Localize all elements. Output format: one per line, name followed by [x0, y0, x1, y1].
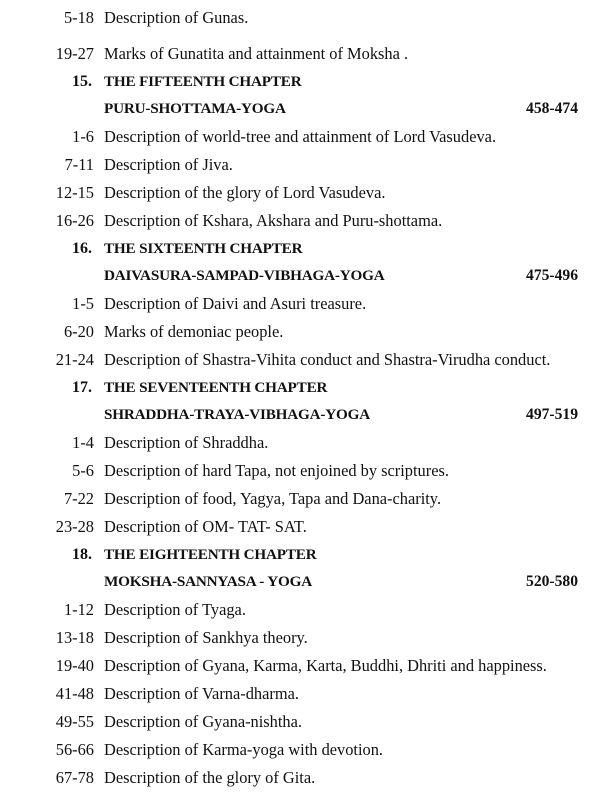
chapter-title: THE SIXTEENTH CHAPTER [104, 240, 303, 257]
chapter-title: THE SEVENTEENTH CHAPTER [104, 379, 328, 396]
verse-range: 23-28 [55, 517, 94, 536]
chapter-subtitle-row [0, 263, 600, 289]
verse-entry [0, 486, 600, 512]
verse-range: 1-4 [72, 433, 94, 452]
chapter-heading [0, 236, 600, 262]
verse-entry [0, 319, 600, 345]
verse-range: 13-18 [55, 628, 94, 647]
chapter-number: 16. [72, 240, 92, 257]
chapter-subtitle-row [0, 96, 600, 122]
verse-entry [0, 458, 600, 484]
verse-description: Description of Sankhya theory. [104, 628, 308, 647]
page-range: 475-496 [526, 267, 578, 284]
verse-description: Description of Gyana-nishtha. [104, 712, 303, 731]
chapter-number: 17. [72, 379, 92, 396]
verse-description: Description of the glory of Gita. [104, 768, 316, 787]
chapter-number: 15. [72, 73, 92, 90]
verse-range: 21-24 [55, 350, 94, 369]
verse-description: Description of Gunas. [104, 8, 249, 27]
verse-entry [0, 681, 600, 707]
verse-description: Description of world-tree and attainment of Lord Vasudeva. [104, 127, 497, 146]
verse-range: 19-40 [55, 656, 94, 675]
verse-range: 19-27 [55, 44, 94, 63]
verse-entry [0, 180, 600, 206]
verse-description: Description of Varna-dharma. [104, 684, 299, 703]
verse-description: Description of Tyaga. [104, 600, 246, 619]
verse-range: 7-11 [64, 155, 94, 174]
page-range: 520-580 [526, 573, 578, 590]
chapter-subtitle-row [0, 569, 600, 595]
chapter-subtitle: SHRADDHA-TRAYA-VIBHAGA-YOGA [104, 406, 371, 423]
verse-entry [0, 765, 600, 791]
chapter-heading [0, 542, 600, 568]
verse-range: 7-22 [63, 489, 94, 508]
verse-entry [0, 709, 600, 735]
verse-range: 41-48 [55, 684, 94, 703]
verse-entry [0, 514, 600, 540]
page-range: 458-474 [526, 100, 578, 117]
verse-range: 1-5 [72, 294, 94, 313]
verse-entry [0, 208, 600, 234]
verse-description: Description of Daivi and Asuri treasure. [104, 294, 367, 313]
verse-entry [0, 291, 600, 317]
verse-range: 1-12 [63, 600, 94, 619]
chapter-subtitle: DAIVASURA-SAMPAD-VIBHAGA-YOGA [104, 267, 385, 284]
verse-range: 56-66 [55, 740, 94, 759]
verse-entry [0, 41, 600, 67]
verse-entry [0, 597, 600, 623]
verse-description: Description of Karma-yoga with devotion. [104, 740, 384, 759]
verse-range: 1-6 [72, 127, 94, 146]
verse-entry [0, 653, 600, 679]
page-range: 497-519 [526, 406, 578, 423]
verse-entry [0, 737, 600, 763]
verse-range: 16-26 [55, 211, 94, 230]
verse-range: 5-6 [72, 461, 94, 480]
verse-description: Marks of Gunatita and attainment of Moksha . [104, 44, 409, 63]
verse-range: 67-78 [55, 768, 94, 787]
verse-entry [0, 152, 600, 178]
chapter-subtitle: PURU-SHOTTAMA-YOGA [104, 100, 286, 117]
verse-description: Description of Gyana, Karma, Karta, Buddhi, Dhriti and happiness. [104, 656, 547, 675]
chapter-heading [0, 375, 600, 401]
verse-description: Description of hard Tapa, not enjoined by scriptures. [104, 461, 449, 480]
chapter-subtitle-row [0, 402, 600, 428]
chapter-subtitle: MOKSHA-SANNYASA - YOGA [104, 573, 312, 590]
verse-description: Description of OM- TAT- SAT. [104, 517, 307, 536]
verse-entry [0, 430, 600, 456]
verse-description: Description of the glory of Lord Vasudeva. [104, 183, 386, 202]
verse-entry [0, 124, 600, 150]
chapter-title: THE FIFTEENTH CHAPTER [104, 73, 302, 90]
verse-description: Description of Kshara, Akshara and Puru-shottama. [104, 211, 443, 230]
verse-entry [0, 5, 600, 31]
chapter-title: THE EIGHTEENTH CHAPTER [104, 546, 317, 563]
verse-range: 5-18 [63, 8, 94, 27]
verse-description: Description of Jiva. [104, 155, 233, 174]
verse-entry [0, 347, 600, 373]
verse-description: Description of food, Yagya, Tapa and Dana-charity. [104, 489, 442, 508]
verse-range: 12-15 [55, 183, 94, 202]
verse-description: Description of Shraddha. [104, 433, 269, 452]
verse-range: 6-20 [63, 322, 94, 341]
chapter-heading [0, 69, 600, 95]
verse-description: Marks of demoniac people. [104, 322, 284, 341]
chapter-number: 18. [72, 546, 92, 563]
verse-range: 49-55 [55, 712, 94, 731]
verse-entry [0, 625, 600, 651]
verse-description: Description of Shastra-Vihita conduct and Shastra-Virudha conduct. [104, 350, 551, 369]
